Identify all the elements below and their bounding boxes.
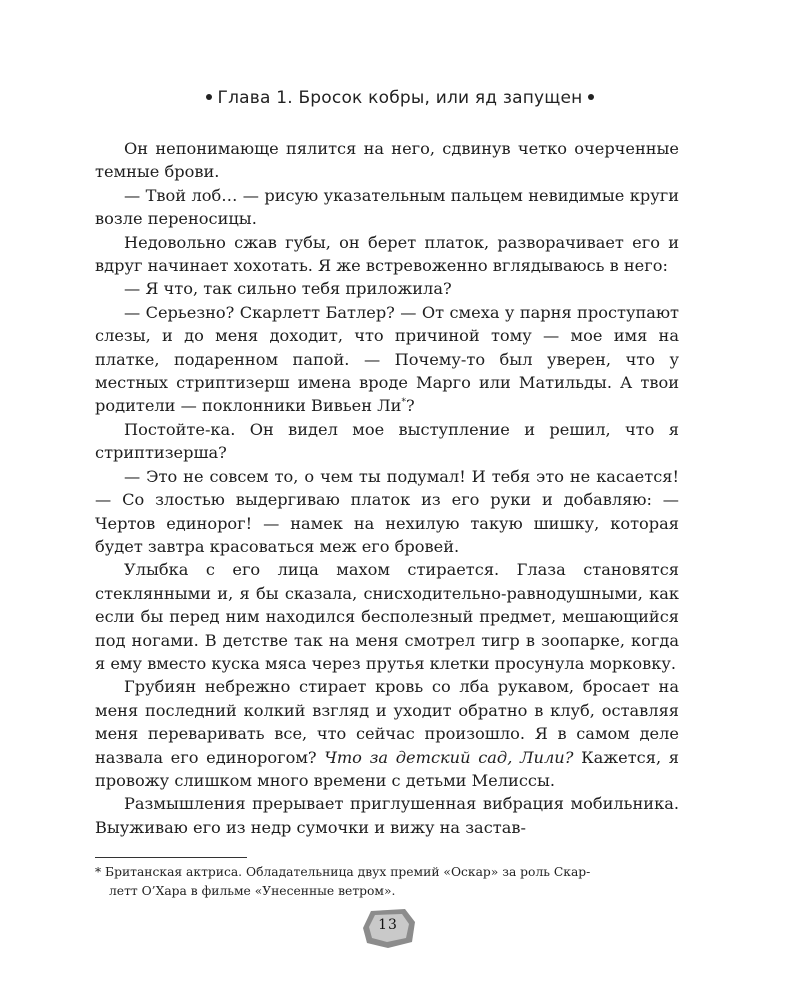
bullet-icon: [206, 94, 212, 100]
bullet-icon: [588, 94, 594, 100]
paragraph: Постойте-ка. Он видел мое выступление и решил, что я стриптизерша?: [95, 419, 679, 463]
footnote-marker: *: [401, 398, 406, 409]
paragraph-text: — Серьезно? Скарлетт Батлер? — От смеха у парня проступают слезы, и до меня доходит, что причиной тому — мое имя на платке, подаренном папой. — Почему-то был уверен, что у местных стриптизерш имена вроде Марго или Матильды. А твои родители — поклонники Вивьен Ли: [95, 302, 679, 416]
page-number-badge: [357, 906, 419, 950]
page-number: 13: [378, 917, 398, 933]
paragraph: [95, 301, 679, 418]
paragraph-text-end: ?: [405, 396, 415, 416]
paragraph: Недовольно сжав губы, он берет платок, разворачивает его и вдруг начинает хохотать. Я же встревоженно вглядываюсь в него:: [95, 232, 679, 276]
paragraph: Улыбка с его лица махом стирается. Глаза становятся стеклянными и, я бы сказала, снисходительно-равнодушными, как если бы перед ним находился бесполезный предмет, мешающийся под ногами. В детстве так на меня смотрел тигр в зоопарке, когда я ему вместо куска мяса через прутья клетки просунула морковку.: [95, 560, 679, 673]
running-head: [0, 88, 800, 108]
footnote-divider: [95, 857, 247, 858]
paragraph: Размышления прерывает приглушенная вибрация мобильника. Выуживаю его из недр сумочки и вижу на застав-: [95, 794, 679, 837]
paragraph: — Твой лоб… — рисую указательным пальцем невидимые круги возле переносицы.: [95, 185, 679, 229]
chapter-title: Глава 1. Бросок кобры, или яд запущен: [217, 88, 583, 108]
footnote-line: * Британская актриса. Обладательница двух премий «Оскар» за роль Скар-: [95, 865, 591, 879]
paragraph-text-end: Кажется, я провожу слишком много времени с детьми Мелиссы.: [95, 747, 679, 790]
paragraph: — Это не совсем то, о чем ты подумал! И тебя это не касается! — Со злостью выдергиваю платок из его руки и добавляю: — Чертов единорог! — намек на нехилую такую шишку, которая будет завтра красоваться меж его бровей.: [95, 466, 679, 556]
body-text: [95, 137, 679, 839]
paragraph: — Я что, так сильно тебя приложила?: [124, 279, 452, 299]
paragraph: [95, 675, 679, 792]
footnote-line: летт О’Хара в фильме «Унесенные ветром».: [109, 884, 396, 898]
footnote: [95, 863, 679, 901]
paragraph: Он непонимающе пялится на него, сдвинув четко очерченные темные брови.: [95, 139, 679, 182]
italic-phrase: Что за детский сад, Лили?: [324, 747, 574, 767]
paragraph-text: Грубиян небрежно стирает кровь со лба рукавом, бросает на меня последний колкий взгляд и уходит обратно в клуб, оставляя меня переваривать все, что сейчас произошло. Я в самом деле назвала его единорогом?: [95, 677, 679, 767]
